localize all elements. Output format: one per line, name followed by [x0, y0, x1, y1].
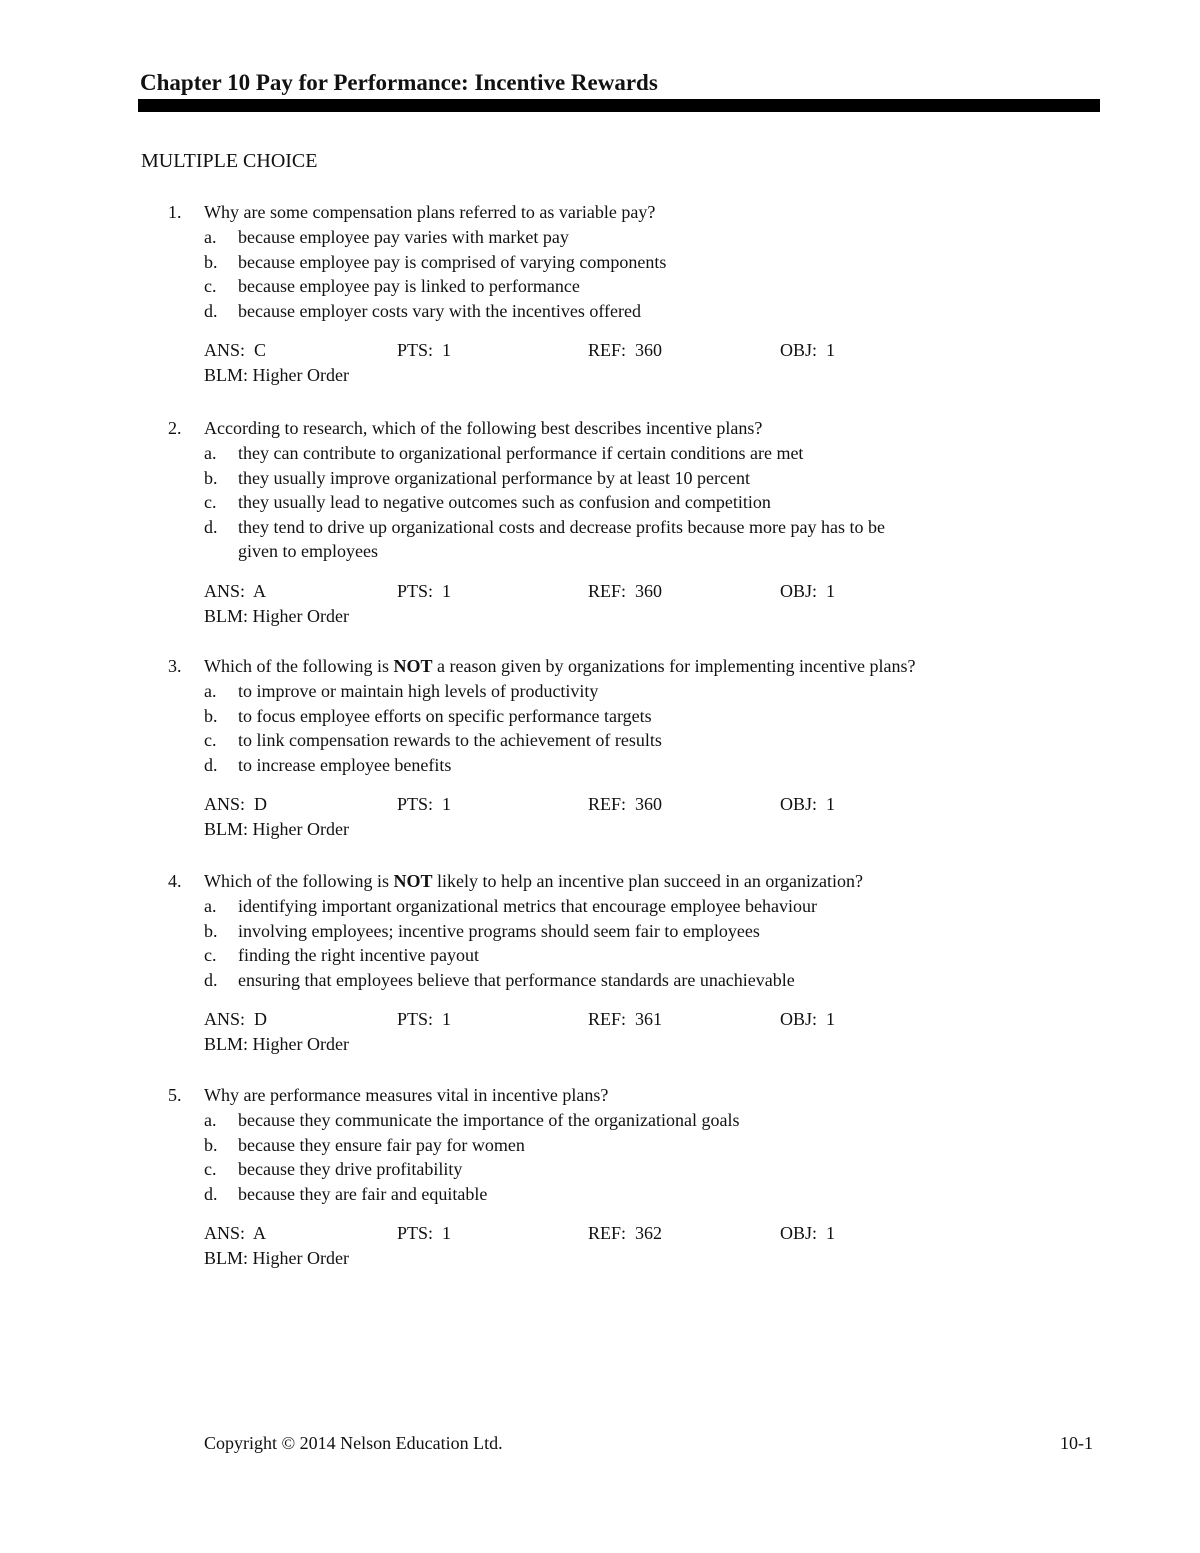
option-letter: c. — [204, 276, 217, 297]
option-text: identifying important organizational metrics that encourage employee behaviour — [238, 896, 817, 916]
option-text: because they drive profitability — [238, 1159, 463, 1180]
emphasis-not: NOT — [393, 871, 433, 891]
option-letter: a. — [204, 227, 217, 247]
ans-field: ANS: D — [204, 794, 268, 815]
title-rule — [138, 99, 1100, 112]
option-a — [168, 894, 1068, 919]
option-c — [168, 1157, 1068, 1182]
question-number: 5. — [168, 1085, 182, 1105]
option-a — [168, 225, 1068, 250]
question-number: 4. — [168, 871, 182, 891]
obj-field: OBJ: 1 — [780, 1009, 836, 1030]
option-text: because employee pay is comprised of varying components — [238, 251, 667, 272]
option-text: to link compensation rewards to the achievement of results — [238, 730, 662, 751]
blm-field: BLM: Higher Order — [204, 365, 349, 386]
option-a — [168, 679, 1068, 704]
question-number: 2. — [168, 418, 182, 438]
ref-field: REF: 360 — [588, 794, 663, 815]
option-text: given to employees — [238, 541, 378, 562]
question-4 — [168, 869, 1068, 1057]
obj-field: OBJ: 1 — [780, 1223, 836, 1244]
option-letter: d. — [204, 754, 218, 775]
ans-field: ANS: C — [204, 340, 267, 361]
question-number: 3. — [168, 656, 182, 676]
option-text: finding the right incentive payout — [238, 945, 479, 966]
ans-field: ANS: A — [204, 580, 267, 601]
option-c — [168, 274, 1068, 299]
ref-field: REF: 360 — [588, 340, 663, 361]
footer-page-number: 10-1 — [1060, 1433, 1093, 1453]
option-text: to increase employee benefits — [238, 754, 452, 775]
blm-field: BLM: Higher Order — [204, 1248, 349, 1269]
section-heading: MULTIPLE CHOICE — [141, 150, 318, 172]
option-text: they usually improve organizational performance by at least 10 percent — [238, 467, 750, 488]
question-text: Why are performance measures vital in incentive plans? — [204, 1085, 609, 1105]
question-number: 1. — [168, 202, 182, 222]
option-a — [168, 441, 1068, 466]
obj-field: OBJ: 1 — [780, 580, 836, 601]
option-b — [168, 466, 1068, 491]
option-letter: d. — [204, 516, 218, 537]
question-stem — [168, 869, 1068, 894]
option-text: because they ensure fair pay for women — [238, 1134, 525, 1155]
question-stem — [168, 200, 1068, 225]
option-letter: c. — [204, 945, 217, 966]
option-letter: b. — [204, 1134, 218, 1155]
option-letter: a. — [204, 681, 217, 701]
ref-field: REF: 360 — [588, 580, 663, 601]
option-text: to improve or maintain high levels of productivity — [238, 681, 599, 701]
option-text: because employee pay is linked to performance — [238, 276, 580, 297]
question-text: According to research, which of the following best describes incentive plans? — [204, 418, 763, 438]
option-letter: a. — [204, 896, 217, 916]
option-d — [168, 299, 1068, 324]
option-c — [168, 943, 1068, 968]
pts-field: PTS: 1 — [397, 1009, 452, 1030]
answer-meta — [168, 1007, 1068, 1057]
emphasis-not: NOT — [393, 656, 433, 676]
option-letter: a. — [204, 1110, 217, 1130]
option-text: ensuring that employees believe that performance standards are unachievable — [238, 969, 795, 990]
ans-field: ANS: A — [204, 1223, 267, 1244]
option-text: involving employees; incentive programs should seem fair to employees — [238, 920, 760, 941]
option-letter: b. — [204, 705, 218, 726]
option-d — [168, 968, 1068, 993]
pts-field: PTS: 1 — [397, 340, 452, 361]
option-text: because they are fair and equitable — [238, 1183, 488, 1204]
option-a — [168, 1108, 1068, 1133]
option-letter: a. — [204, 443, 217, 463]
question-2 — [168, 416, 1068, 629]
option-d — [168, 1182, 1068, 1207]
option-c — [168, 728, 1068, 753]
option-d — [168, 753, 1068, 778]
pts-field: PTS: 1 — [397, 1223, 452, 1244]
obj-field: OBJ: 1 — [780, 340, 836, 361]
option-text: because employer costs vary with the incentives offered — [238, 300, 642, 321]
option-text: because employee pay varies with market pay — [238, 227, 569, 247]
option-c — [168, 490, 1068, 515]
option-letter: b. — [204, 251, 218, 272]
option-b — [168, 704, 1068, 729]
option-text: because they communicate the importance of the organizational goals — [238, 1110, 740, 1130]
option-d-continued — [168, 539, 1068, 564]
answer-meta — [168, 792, 1068, 842]
option-letter: b. — [204, 467, 218, 488]
question-stem — [168, 654, 1068, 679]
question-text: Which of the following is NOT likely to help an incentive plan succeed in an organization? — [204, 871, 863, 891]
option-b — [168, 250, 1068, 275]
question-stem — [168, 1083, 1068, 1108]
answer-meta — [168, 579, 1068, 629]
chapter-title: Chapter 10 Pay for Performance: Incentive Rewards — [140, 70, 658, 95]
option-text: to focus employee efforts on specific performance targets — [238, 705, 652, 726]
pts-field: PTS: 1 — [397, 794, 452, 815]
option-letter: d. — [204, 969, 218, 990]
ans-field: ANS: D — [204, 1009, 268, 1030]
option-text: they can contribute to organizational performance if certain conditions are met — [238, 443, 804, 463]
question-3 — [168, 654, 1068, 842]
option-text: they usually lead to negative outcomes such as confusion and competition — [238, 492, 771, 513]
answer-meta — [168, 338, 1068, 388]
option-b — [168, 919, 1068, 944]
option-letter: b. — [204, 920, 218, 941]
option-d — [168, 515, 1068, 540]
option-letter: c. — [204, 730, 217, 751]
blm-field: BLM: Higher Order — [204, 605, 349, 626]
option-letter: d. — [204, 300, 218, 321]
obj-field: OBJ: 1 — [780, 794, 836, 815]
question-1 — [168, 200, 1068, 388]
pts-field: PTS: 1 — [397, 580, 452, 601]
blm-field: BLM: Higher Order — [204, 1034, 349, 1055]
option-letter: d. — [204, 1183, 218, 1204]
ref-field: REF: 361 — [588, 1009, 663, 1030]
question-5 — [168, 1083, 1068, 1271]
question-stem — [168, 416, 1068, 441]
option-b — [168, 1133, 1068, 1158]
option-text: they tend to drive up organizational costs and decrease profits because more pay has to be — [238, 516, 885, 537]
question-text: Which of the following is NOT a reason given by organizations for implementing incentive plans? — [204, 656, 916, 676]
question-text: Why are some compensation plans referred to as variable pay? — [204, 202, 656, 222]
ref-field: REF: 362 — [588, 1223, 663, 1244]
option-letter: c. — [204, 492, 217, 513]
blm-field: BLM: Higher Order — [204, 819, 349, 840]
answer-meta — [168, 1221, 1068, 1271]
option-letter: c. — [204, 1159, 217, 1180]
footer-copyright: Copyright © 2014 Nelson Education Ltd. — [204, 1433, 503, 1453]
